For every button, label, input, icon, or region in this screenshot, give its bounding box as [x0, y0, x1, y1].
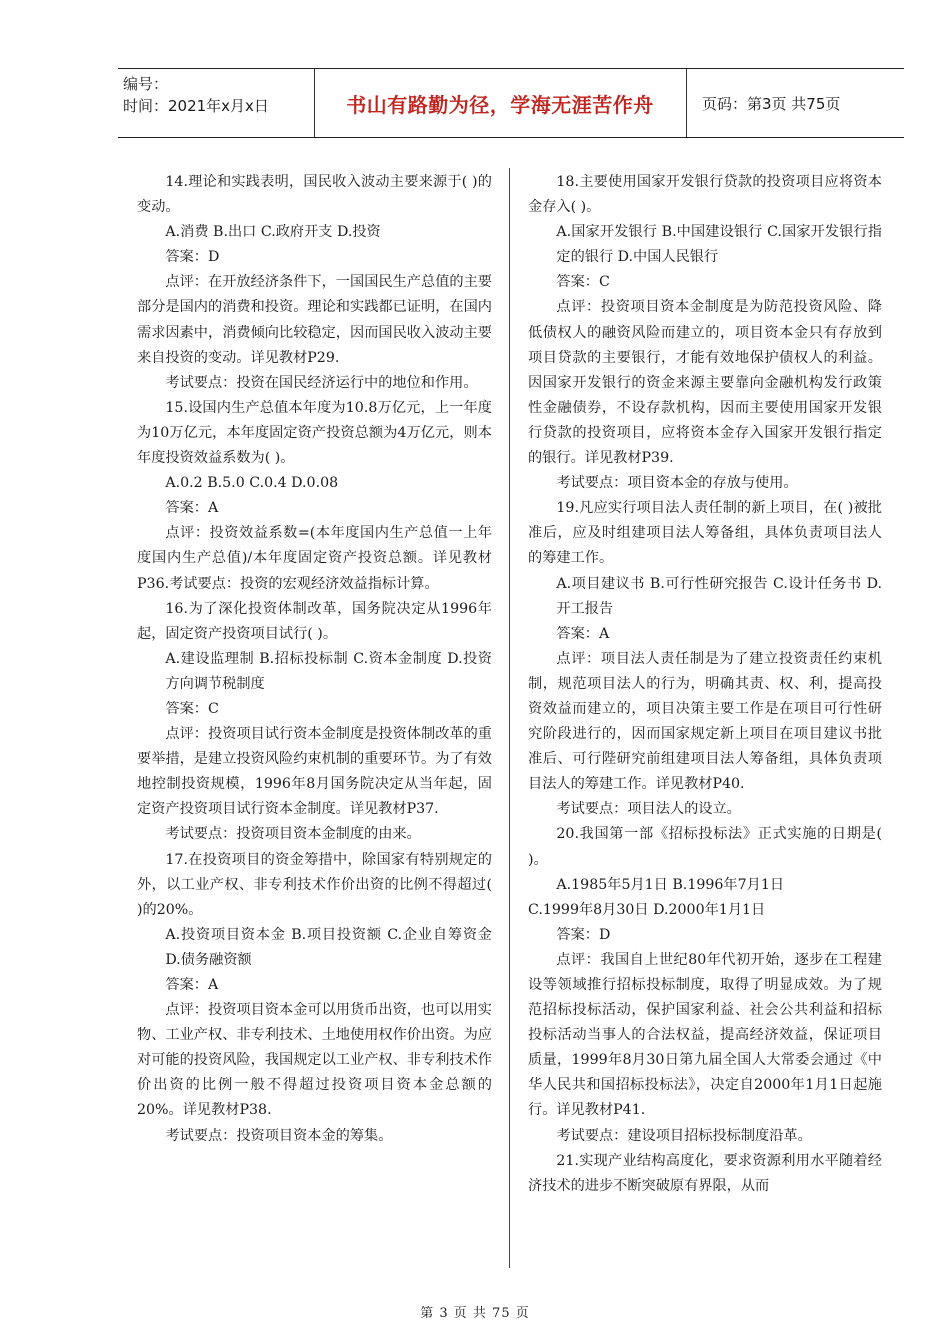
- paragraph: 答案：A: [556, 625, 610, 642]
- paragraph: 答案：C: [556, 274, 610, 291]
- paragraph: 16.为了深化投资体制改革，国务院决定从1996年起，固定资产投资项目试行( )。: [137, 600, 492, 642]
- paragraph: 点评：投资项目资本金制度是为防范投资风险、降低债权人的融资风险而建立的，项目资本金只有存放到项目贷款的主要银行，才能有效地保护债权人的利益。因国家开发银行的资金来源主要靠向金融机构发行政策性金融债券，不设存款机构，因而主要使用国家开发银行贷款的投资项目，应将资本金存入国家开发银行指定的银行。详见教材P39.: [528, 299, 882, 467]
- code-label: 编号：: [123, 75, 169, 93]
- paragraph: 18.主要使用国家开发银行贷款的投资项目应将资本金存入( )。: [528, 174, 882, 216]
- answer-options: A.投资项目资本金 B.项目投资额 C.企业自筹资金 D.债务融资额: [165, 926, 492, 968]
- paragraph: 考试要点：项目资本金的存放与使用。: [556, 475, 798, 492]
- header-page-info: 页码：第3页 共75页: [702, 94, 841, 113]
- page-footer: 第 3 页 共 75 页: [420, 1306, 530, 1321]
- answer-options: A.消费 B.出口 C.政府开支 D.投资: [165, 224, 381, 241]
- answer-options: A.国家开发银行 B.中国建设银行 C.国家开发银行指定的银行 D.中国人民银行: [556, 224, 882, 266]
- paragraph: 考试要点：投资项目资本金的筹集。: [165, 1127, 393, 1144]
- paragraph: 考试要点：项目法人的设立。: [556, 801, 741, 818]
- paragraph: 点评：在开放经济条件下，一国国民生产总值的主要部分是国内的消费和投资。理论和实践都已证明，在国内需求因素中，消费倾向比较稳定，因而国民收入波动主要来自投资的变动。详见教材P29.: [137, 274, 492, 366]
- paragraph: 点评：投资项目资本金可以用货币出资，也可以用实物、工业产权、非专利技术、土地使用权作价出资。为应对可能的投资风险，我国规定以工业产权、非专利技术作价出资的比例一般不得超过投资项目资本金总额的20%。详见教材P38.: [137, 1002, 492, 1119]
- time-label: 时间：2021年x月x日: [123, 97, 269, 115]
- answer-options: A.建设监理制 B.招标投标制 C.资本金制度 D.投资方向调节税制度: [165, 650, 492, 692]
- answer-options: A.1985年5月1日 B.1996年7月1日: [556, 876, 785, 893]
- paragraph: 19.凡应实行项目法人责任制的新上项目，在( )被批准后，应及时组建项目法人筹备组，具体负责项目法人的筹建工作。: [528, 500, 882, 567]
- paragraph: 答案：C: [165, 700, 219, 717]
- paragraph: 点评：项目法人责任制是为了建立投资责任约束机制，规范项目法人的行为，明确其责、权、利，提高投资效益而建立的，项目决策主要工作是在项目可行性研究阶段进行的，因而国家规定新上项目在项目建议书批准后、可行陛研究前组建项目法人筹备组，具体负责项目法人的筹建工作。详见教材P40.: [528, 650, 882, 793]
- paragraph: 17.在投资项目的资金筹措中，除国家有特别规定的外，以工业产权、非专利技术作价出资的比例不得超过( )的20%。: [137, 851, 492, 918]
- paragraph: 答案：D: [556, 926, 611, 943]
- paragraph: 点评：投资项目试行资本金制度是投资体制改革的重要举措，是建立投资风险约束机制的重要环节。为了有效地控制投资规模，1996年8月国务院决定从当年起，固定资产投资项目试行资本金制度。详见教材P37.: [137, 726, 492, 818]
- paragraph: 答案：A: [165, 977, 219, 993]
- paragraph: 点评：投资效益系数=(本年度国内生产总值一上年度国内生产总值)/本年度固定资产投资总额。详见教材P36.考试要点：投资的宏观经济效益指标计算。: [137, 525, 492, 592]
- paragraph: 14.理论和实践表明，国民收入波动主要来源于( )的变动。: [137, 174, 492, 216]
- paragraph: 20.我国第一部《招标投标法》正式实施的日期是( )。: [528, 826, 882, 868]
- header-meta: [123, 73, 313, 117]
- header-motto: 书山有路勤为径，学海无涯苦作舟: [346, 92, 654, 117]
- answer-options: A.项目建议书 B.可行性研究报告 C.设计任务书 D.开工报告: [556, 575, 882, 617]
- paragraph: 答案：A: [165, 500, 219, 517]
- paragraph: 考试要点：投资项目资本金制度的由来。: [165, 826, 421, 843]
- page-header: [118, 68, 904, 138]
- answer-options: C.1999年8月30日 D.2000年1月1日: [528, 901, 766, 918]
- right-column: [528, 170, 882, 1199]
- header-divider-right: [686, 69, 687, 137]
- paragraph: 考试要点：投资在国民经济运行中的地位和作用。: [165, 374, 478, 391]
- left-column: [137, 170, 492, 1149]
- answer-options: A.0.2 B.5.0 C.0.4 D.0.08: [165, 475, 339, 492]
- paragraph: 答案：D: [165, 249, 220, 266]
- column-divider: [509, 168, 510, 1268]
- paragraph: 考试要点：建设项目招标投标制度沿革。: [556, 1127, 812, 1144]
- paragraph: 点评：我国自上世纪80年代初开始，逐步在工程建设等领域推行招标投标制度，取得了明显成效。为了规范招标投标活动，保护国家利益、社会公共利益和招标投标活动当事人的合法权益，提高经济效益，保证项目质量，1999年8月30日第九届全国人大常委会通过《中华人民共和国招标投标法》，决定自2000年1月1日起施行。详见教材P41.: [528, 951, 882, 1119]
- paragraph: 21.实现产业结构高度化，要求资源利用水平随着经济技术的进步不断突破原有界限，从而: [528, 1152, 882, 1194]
- paragraph: 15.设国内生产总值本年度为10.8万亿元，上一年度为10万亿元，本年度固定资产投资总额为4万亿元，则本年度投资效益系数为( )。: [137, 399, 492, 467]
